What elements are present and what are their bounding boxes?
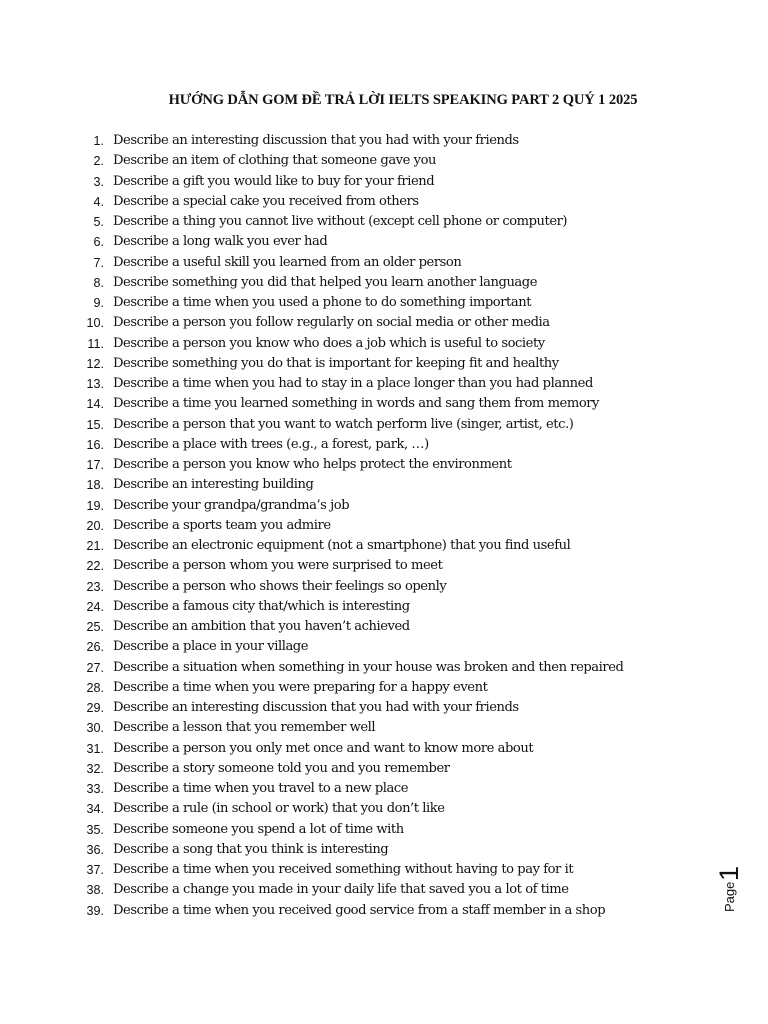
topic-text: Describe your grandpa/grandma’s job <box>113 497 350 513</box>
topic-number: 5. <box>93 215 104 229</box>
topic-text: Describe something you did that helped you learn another language <box>113 274 538 290</box>
topic-text: Describe a change you made in your daily life that saved you a lot of time <box>113 882 569 898</box>
topic-number: 2. <box>93 154 104 169</box>
page-number: 1 <box>714 865 744 881</box>
topic-text: Describe an ambition that you haven’t achieved <box>113 619 410 634</box>
topic-text: Describe a story someone told you and you remember <box>113 760 450 776</box>
topic-text: Describe a time you learned something in words and sang them from memory <box>113 396 600 412</box>
topic-number: 39. <box>86 903 104 918</box>
topic-number: 30. <box>86 721 104 736</box>
topic-number: 36. <box>86 842 104 857</box>
topic-number: 37. <box>86 863 104 877</box>
topic-number: 25. <box>86 620 104 634</box>
topic-text: Describe an interesting discussion that you had with your friends <box>113 700 519 715</box>
topic-text: Describe a long walk you ever had <box>113 234 328 250</box>
topic-text: Describe something you do that is important for keeping fit and healthy <box>113 355 559 371</box>
topic-text: Describe a place with trees (e.g., a forest, park, …) <box>113 436 429 452</box>
topic-text: Describe a situation when something in your house was broken and then repaired <box>113 659 624 675</box>
topic-text: Describe a song that you think is interesting <box>113 841 389 857</box>
topic-number: 29. <box>86 701 104 715</box>
topic-number: 14. <box>86 397 104 412</box>
topic-text: Describe a sports team you admire <box>113 517 331 533</box>
topic-number: 15. <box>86 417 104 432</box>
topic-text: Describe a thing you cannot live without (except cell phone or computer) <box>113 214 568 229</box>
topic-text: Describe a person whom you were surprised to meet <box>113 558 443 574</box>
topic-text: Describe a rule (in school or work) that you don’t like <box>113 801 445 817</box>
topic-number: 33. <box>86 782 104 796</box>
topic-number: 31. <box>86 741 104 756</box>
document-title: HƯỚNG DẪN GOM ĐỀ TRẢ LỜI IELTS SPEAKING PART 2 QUÝ 1 2025 <box>168 92 638 108</box>
topic-number: 23. <box>86 579 104 594</box>
topic-number: 11. <box>87 336 104 351</box>
topic-number: 1. <box>93 134 104 148</box>
topic-number: 8. <box>93 275 104 290</box>
topic-text: Describe a time when you travel to a new place <box>113 781 409 796</box>
topic-text: Describe a person you follow regularly on social media or other media <box>113 315 550 331</box>
topic-text: Describe a person you only met once and want to know more about <box>113 740 534 756</box>
topic-text: Describe a gift you would like to buy for your friend <box>113 173 435 189</box>
topic-number: 12. <box>86 356 104 371</box>
topic-number: 19. <box>86 498 104 513</box>
page-footer-rotated <box>706 860 766 920</box>
topic-number: 17. <box>86 458 104 472</box>
topic-number: 21. <box>86 539 104 553</box>
topic-number: 7. <box>93 255 104 270</box>
topic-number: 28. <box>86 680 104 695</box>
topic-text: Describe a place in your village <box>113 639 309 655</box>
topic-number: 34. <box>86 802 104 817</box>
topic-number: 35. <box>86 822 104 837</box>
topic-number: 32. <box>86 761 104 776</box>
topic-number: 18. <box>86 478 104 493</box>
topic-text: Describe a time when you were preparing for a happy event <box>113 679 488 695</box>
page-footer <box>706 860 766 920</box>
topic-number: 3. <box>93 174 104 189</box>
topic-text: Describe a time when you received something without having to pay for it <box>113 862 574 877</box>
topic-number: 4. <box>93 194 104 209</box>
topic-text: Describe a lesson that you remember well <box>113 720 376 736</box>
topic-number: 16. <box>86 437 104 452</box>
topic-number: 38. <box>86 883 104 898</box>
topic-text: Describe a person you know who does a job which is useful to society <box>113 335 545 351</box>
topic-text: Describe a time when you had to stay in a place longer than you had planned <box>113 376 593 391</box>
topic-text: Describe a useful skill you learned from an older person <box>113 254 462 270</box>
topic-number: 9. <box>93 296 104 310</box>
topic-text: Describe a person who shows their feelings so openly <box>113 578 447 594</box>
topic-number: 13. <box>86 377 104 391</box>
topic-text: Describe a special cake you received from others <box>113 193 419 209</box>
topic-text: Describe a time when you used a phone to do something important <box>113 295 532 310</box>
topic-number: 27. <box>86 660 104 675</box>
topic-text: Describe an interesting building <box>113 477 314 493</box>
topic-number: 22. <box>86 559 104 574</box>
topic-number: 6. <box>93 235 104 250</box>
topic-text: Describe an interesting discussion that you had with your friends <box>113 133 519 148</box>
topic-number: 26. <box>86 640 104 655</box>
topic-text: Describe a person that you want to watch perform live (singer, artist, etc.) <box>113 416 574 432</box>
topic-text: Describe an electronic equipment (not a smartphone) that you find useful <box>113 538 571 553</box>
page-label: Page <box>722 881 737 912</box>
topic-text: Describe someone you spend a lot of time with <box>113 821 404 837</box>
topic-text: Describe a time when you received good service from a staff member in a shop <box>113 902 606 918</box>
topic-number: 10. <box>86 316 104 331</box>
topic-text: Describe a famous city that/which is interesting <box>113 598 410 614</box>
topic-number: 24. <box>86 599 104 614</box>
topic-text: Describe an item of clothing that someone gave you <box>113 153 437 169</box>
topic-text: Describe a person you know who helps protect the environment <box>113 457 512 472</box>
topic-number: 20. <box>86 518 104 533</box>
